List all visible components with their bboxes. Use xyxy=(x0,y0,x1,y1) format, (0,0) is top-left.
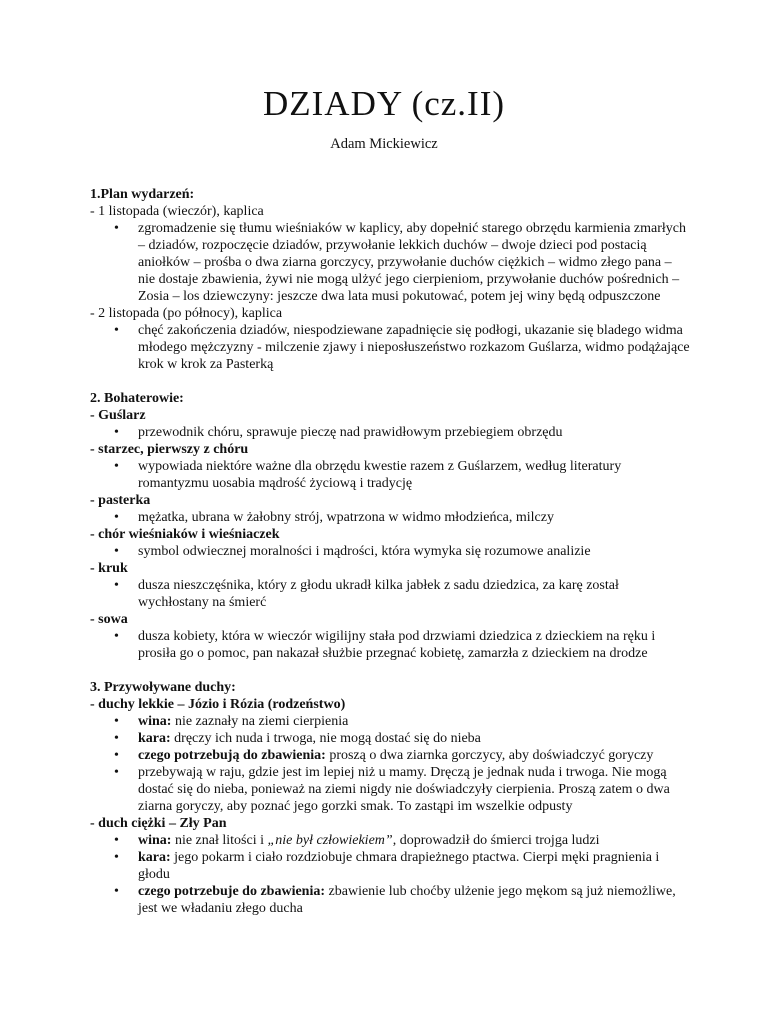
character-guslarz: - Guślarz xyxy=(90,408,146,423)
list-item xyxy=(90,747,690,764)
date-line-2-listopada: - 2 listopada (po północy), kaplica xyxy=(90,306,283,321)
ghost-group-ciezki: - duch ciężki – Zły Pan xyxy=(90,816,227,831)
ghost-group-lekkie: - duchy lekkie – Józio i Rózia (rodzeństwo) xyxy=(90,697,346,712)
label-czego-potrzebuje: czego potrzebuje do zbawienia: xyxy=(138,884,326,899)
bullet-list xyxy=(90,543,690,560)
list-item: • dusza nieszczęśnika, który z głodu ukradł kilka jabłek z sadu dziedzica, za karę został wychłostany na śmierć xyxy=(90,577,690,611)
bullet-list xyxy=(90,424,690,441)
section-heading-bohaterowie: 2. Bohaterowie: xyxy=(90,391,184,406)
quote-text: „nie był człowiekiem” xyxy=(267,833,393,848)
list-item: • przewodnik chóru, sprawuje pieczę nad prawidłowym przebiegiem obrzędu xyxy=(90,424,690,441)
list-item: • zgromadzenie się tłumu wieśniaków w kaplicy, aby dopełnić starego obrzędu karmienia zmarłych – dziadów, rozpoczęcie dziadów, przywołanie lekkich duchów – dwoje dzieci pod postacią aniołków – prośba o dwa ziarna gorczycy, przywołanie duchów ciężkich – widmo złego pana – nie dostaje zbawienia, żywi nie mogą ulżyć jego cierpieniom, przywołanie duchów pośrednich – Zosia – los dziewczyny: jeszcze dwa lata musi pokutować, potem jej winy będą odpuszczone xyxy=(90,220,690,305)
label-kara: kara: xyxy=(138,731,171,746)
character-chor: - chór wieśniaków i wieśniaczek xyxy=(90,527,280,542)
list-item xyxy=(90,883,690,917)
bullet-list xyxy=(90,577,690,611)
item-text: proszą o dwa ziarnka gorczycy, aby doświadczyć goryczy xyxy=(325,748,654,763)
date-line-1-listopada: - 1 listopada (wieczór), kaplica xyxy=(90,204,264,219)
list-item: • chęć zakończenia dziadów, niespodziewane zapadnięcie się podłogi, ukazanie się bladego widma młodego mężczyzny - milczenie zjawy i nieposłuszeństwo rozkazom Guślarza, widmo podążające krok w krok za Pasterką xyxy=(90,322,690,373)
list-item xyxy=(90,730,690,747)
bullet-list xyxy=(90,713,690,815)
list-item: • mężatka, ubrana w żałobny strój, wpatrzona w widmo młodzieńca, milczy xyxy=(90,509,690,526)
character-pasterka: - pasterka xyxy=(90,493,151,508)
label-wina: wina: xyxy=(138,833,172,848)
label-wina: wina: xyxy=(138,714,172,729)
item-text: zbawienie lub choćby ulżenie jego mękom są już niemożliwe, jest we władaniu złego ducha xyxy=(138,884,676,916)
list-item xyxy=(90,832,690,849)
bullet-list xyxy=(90,628,690,662)
label-kara: kara: xyxy=(138,850,171,865)
section-heading-plan: 1.Plan wydarzeń: xyxy=(90,187,195,202)
document-author: Adam Mickiewicz xyxy=(330,136,438,152)
bullet-list xyxy=(90,458,690,492)
label-czego-potrzebuja: czego potrzebują do zbawienia: xyxy=(138,748,326,763)
list-item: • wypowiada niektóre ważne dla obrzędu kwestie razem z Guślarzem, według literatury romantyzmu uosabia mądrość życiową i tradycję xyxy=(90,458,690,492)
item-text: dręczy ich nuda i trwoga, nie mogą dostać się do nieba xyxy=(170,731,481,746)
bullet-list xyxy=(90,509,690,526)
item-text: , doprowadził do śmierci trojga ludzi xyxy=(392,833,600,848)
document-title: DZIADY (cz.II) xyxy=(262,84,506,123)
list-item: • dusza kobiety, która w wieczór wigilijny stała pod drzwiami dziedzica z dzieckiem na ręku i prosiła go o pomoc, pan nakazał służbie przegnać kobietę, zamarzła z dzieckiem na drodze xyxy=(90,628,690,662)
list-item: • przebywają w raju, gdzie jest im lepiej niż u mamy. Dręczą je jednak nuda i trwoga. Nie mogą dostać się do nieba, ponieważ na ziemi nigdy nie doświadczyły cierpienia. Proszą zatem o dwa ziarna goryczy, aby poznać jego gorzki smak. To zastąpi im wszelkie odpusty xyxy=(90,764,690,815)
item-text: nie zaznały na ziemi cierpienia xyxy=(171,714,349,729)
section-heading-duchy: 3. Przywoływane duchy: xyxy=(90,680,236,695)
list-item: • symbol odwiecznej moralności i mądrości, która wymyka się rozumowe analizie xyxy=(90,543,690,560)
character-starzec: - starzec, pierwszy z chóru xyxy=(90,442,249,457)
item-text: nie znał litości i xyxy=(171,833,268,848)
document-body xyxy=(90,186,690,917)
list-item xyxy=(90,849,690,883)
item-text: jego pokarm i ciało rozdziobuje chmara drapieżnego ptactwa. Cierpi męki pragnienia i głodu xyxy=(138,850,660,882)
bullet-list xyxy=(90,832,690,917)
list-item xyxy=(90,713,690,730)
character-sowa: - sowa xyxy=(90,612,128,627)
character-kruk: - kruk xyxy=(90,561,128,576)
bullet-list xyxy=(90,322,690,373)
bullet-list xyxy=(90,220,690,305)
